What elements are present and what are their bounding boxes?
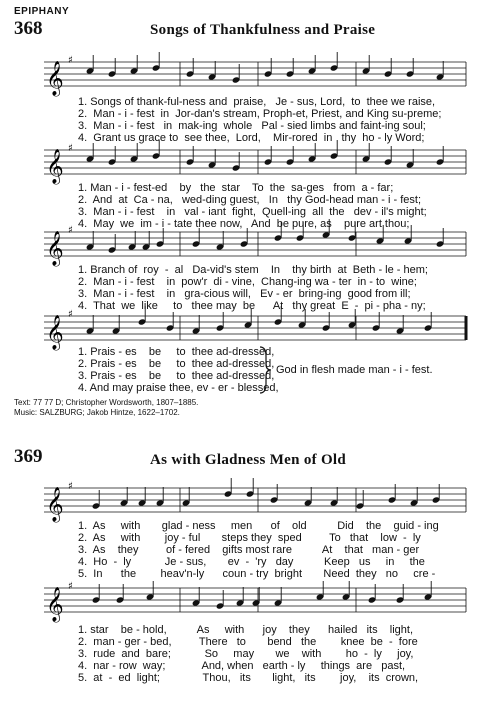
music-staff — [0, 143, 480, 184]
key-signature-icon: ♯ — [68, 581, 73, 592]
lyric-line: 4. May we im - i - tate thee now, And be pure, as pure art thou; — [78, 218, 410, 230]
lyric-line: 4. And may praise thee, ev - er - blessed, — [78, 382, 279, 394]
lyric-line: 3. rude and bare; So may we with ho - ly joy, — [78, 648, 414, 660]
lyric-line: 1. star be - hold, As with joy they hailed its light, — [78, 624, 414, 636]
lyric-line: 2. Man - i - fest in pow'r di - vine, Chang-ing wa - ter in - to wine; — [78, 276, 417, 288]
lyric-line: 5. at - ed light; Thou, its light, its joy, its crown, — [78, 672, 419, 684]
lyric-line: 2. As with joy - ful steps they sped To that low - ly — [78, 532, 421, 544]
lyric-line: 1. Branch of roy - al Da-vid's stem In thy birth at Beth - le - hem; — [78, 264, 428, 276]
lyric-line: 4. Grant us grace to see thee, Lord, Mir-rored in thy ho - ly Word; — [78, 132, 425, 144]
treble-clef-icon: 𝄞 — [46, 231, 64, 266]
lyric-line: 1. Songs of thank-ful-ness and praise, Je - sus, Lord, to thee we raise, — [78, 96, 436, 108]
key-signature-icon: ♯ — [68, 309, 73, 320]
lyric-line: 4. nar - row way; And, when earth - ly things are past, — [78, 660, 406, 672]
hymn-title: As with Gladness Men of Old — [150, 452, 347, 468]
key-signature-icon: ♯ — [68, 55, 73, 66]
lyric-line: 4. Ho - ly Je - sus, ev - 'ry day Keep us in the — [78, 556, 425, 568]
music-credit: Music: SALZBURG; Jakob Hintze, 1622–1702. — [14, 408, 180, 417]
lyric-line: 3. Man - i - fest in gra-cious will, Ev - er bring-ing good from ill; — [78, 288, 411, 300]
treble-clef-icon: 𝄞 — [46, 487, 64, 522]
lyric-line: 2. Man - i - fest in Jor-dan's stream, Proph-et, Priest, and King su-preme; — [78, 108, 442, 120]
refrain-text: God in flesh made man - i - fest. — [276, 364, 433, 376]
lyric-line: 1. Man - i - fest-ed by the star To the sa-ges from a - far; — [78, 182, 394, 194]
key-signature-icon: ♯ — [68, 225, 73, 236]
lyric-line: 1. As with glad - ness men of old Did the guid - ing — [78, 520, 439, 532]
music-staff — [0, 225, 480, 266]
hymn-credits — [14, 398, 198, 418]
section-label: EPIPHANY — [14, 6, 70, 17]
lyric-line: 4. That we like to thee may be At thy great E - pi - pha - ny; — [78, 300, 426, 312]
lyric-line: 5. In the heav'n-ly coun - try bright Need they no cre - — [78, 568, 436, 580]
hymn-number: 368 — [14, 18, 43, 39]
hymn-title: Songs of Thankfulness and Praise — [150, 22, 376, 38]
treble-clef-icon: 𝄞 — [46, 315, 64, 350]
lyric-line: 1. Prais - es be to thee ad-dressed, — [78, 346, 275, 358]
music-staff — [0, 581, 480, 622]
hymn-number: 369 — [14, 446, 43, 467]
treble-clef-icon: 𝄞 — [46, 587, 64, 622]
music-staff — [0, 55, 480, 96]
treble-clef-icon: 𝄞 — [46, 149, 64, 184]
brace — [258, 346, 272, 394]
lyric-line: 2. man - ger - bed, There to bend the knee be - fore — [78, 636, 418, 648]
lyric-line: 2. Prais - es be to thee ad-dressed, — [78, 358, 275, 370]
music-staff — [0, 481, 480, 522]
text-credit: Text: 77 77 D; Christopher Wordsworth, 1807–1885. — [14, 398, 199, 407]
key-signature-icon: ♯ — [68, 143, 73, 154]
lyric-line: 3. Man - i - fest in mak-ing whole Pal - sied limbs and faint-ing soul; — [78, 120, 426, 132]
lyric-line: 3. As they of - fered gifts most rare At that man - ger — [78, 544, 420, 556]
key-signature-icon: ♯ — [68, 481, 73, 492]
lyric-line: 2. And at Ca - na, wed-ding guest, In thy God-head man - i - fest; — [78, 194, 422, 206]
lyric-line: 3. Man - i - fest in val - iant fight, Quell-ing all the dev - il's might; — [78, 206, 427, 218]
treble-clef-icon: 𝄞 — [46, 61, 64, 96]
lyric-line: 3. Prais - es be to thee ad-dressed, — [78, 370, 275, 382]
music-staff-final — [0, 309, 480, 350]
